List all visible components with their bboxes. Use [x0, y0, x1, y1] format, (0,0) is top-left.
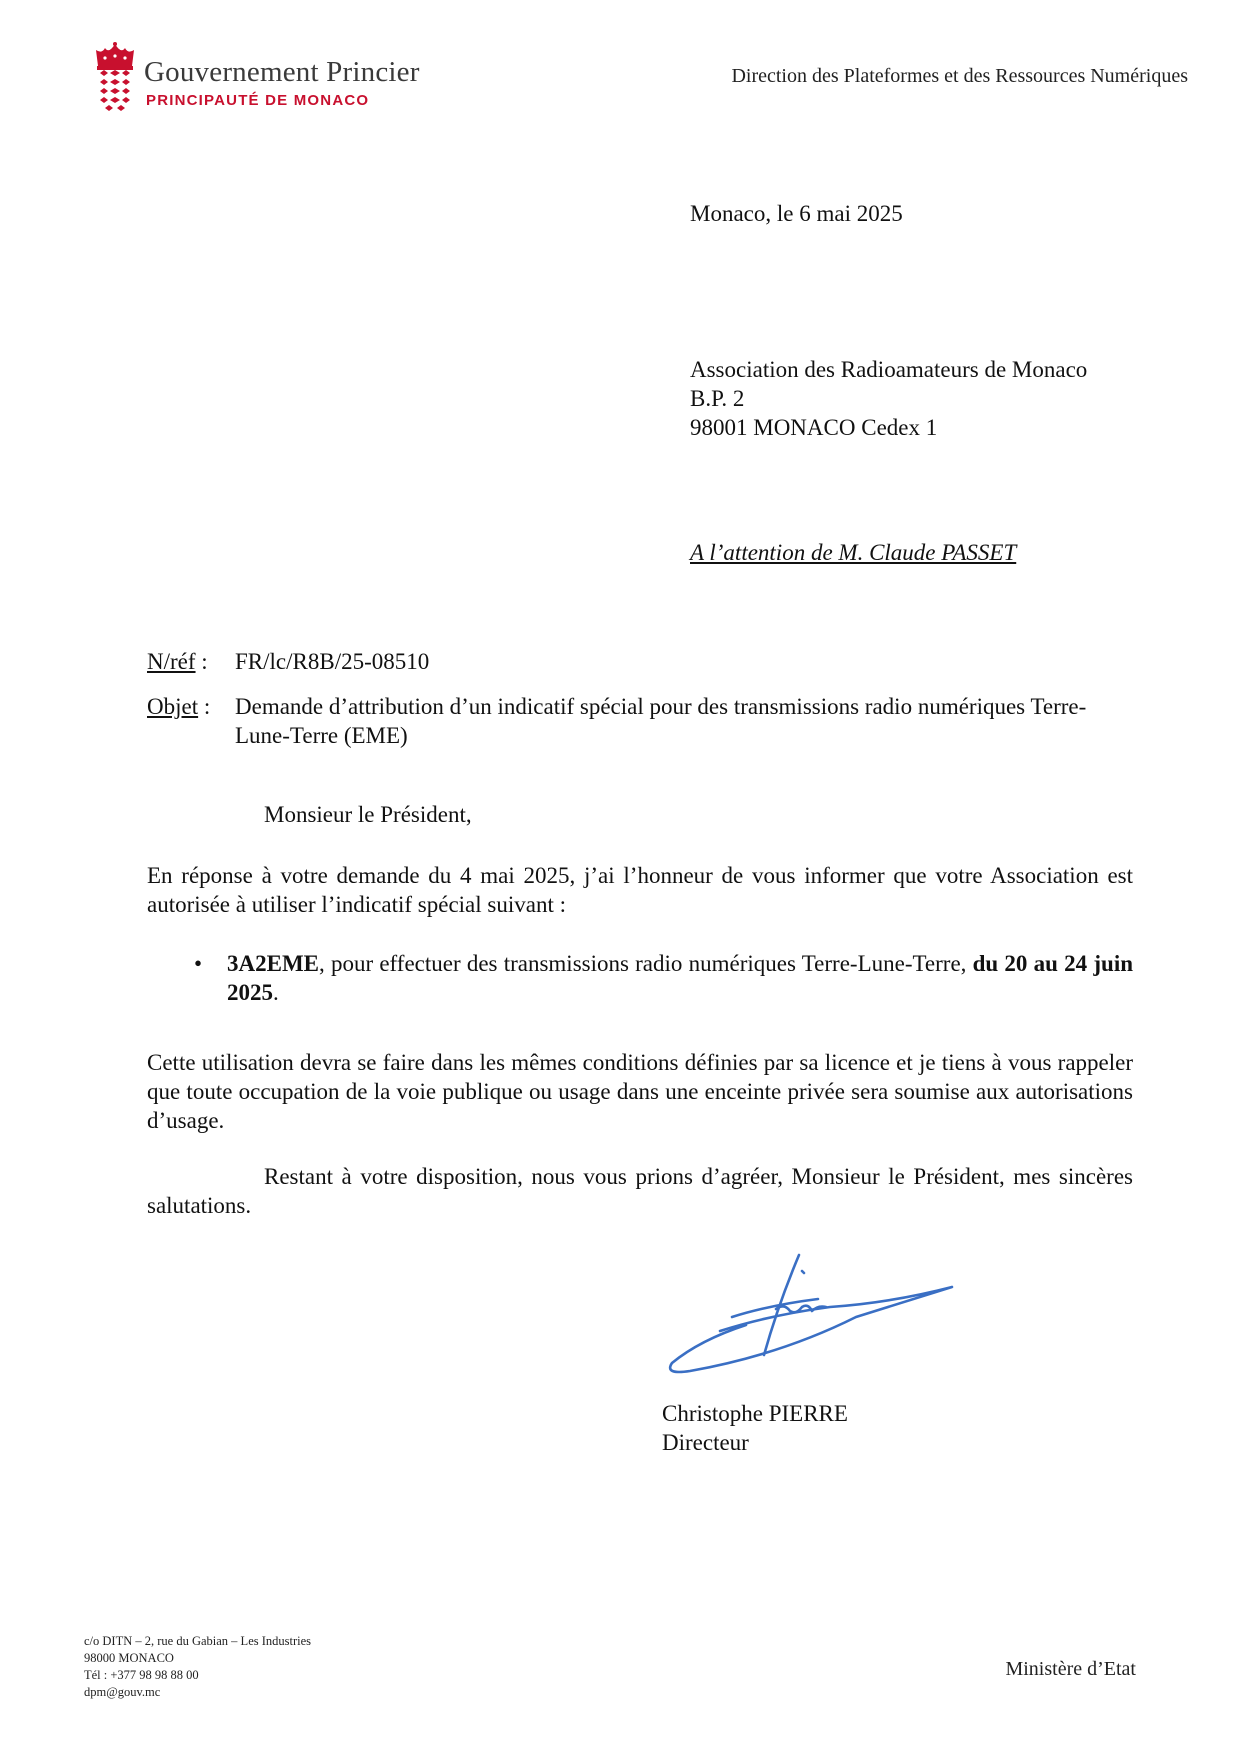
footer-email: dpm@gouv.mc: [84, 1685, 161, 1699]
reference-row: [147, 647, 429, 676]
signer-title: Directeur: [662, 1430, 749, 1455]
subject-value: Demande d’attribution d’un indicatif spécial pour des transmissions radio numériques Terre-Lune-Terre (EME): [235, 694, 1087, 748]
attention-line: A l’attention de M. Claude PASSET: [690, 540, 1017, 565]
signer-name: Christophe PIERRE: [662, 1401, 848, 1426]
footer-ministry: Ministère d’Etat: [1005, 1658, 1136, 1680]
subject-label: Objet :: [147, 694, 211, 719]
bullet-text: [227, 949, 1133, 1007]
footer-address-line-1: c/o DITN – 2, rue du Gabian – Les Industries: [84, 1634, 312, 1648]
body-paragraph-1: En réponse à votre demande du 4 mai 2025, j’ai l’honneur de vous informer que votre Association est autorisée à utiliser l’indicatif spécial suivant :: [147, 863, 1133, 917]
bullet-end: .: [273, 980, 279, 1005]
logo-title: Gouvernement Princier: [144, 56, 420, 88]
logo-subtitle: PRINCIPAUTÉ DE MONACO: [146, 92, 370, 109]
handwritten-signature: [660, 1245, 960, 1380]
bullet-icon: •: [194, 951, 203, 976]
footer-contact: [84, 1633, 311, 1701]
government-logo: [92, 42, 492, 114]
reference-value: FR/lc/R8B/25-08510: [235, 649, 430, 674]
recipient-line-3: 98001 MONACO Cedex 1: [690, 415, 938, 440]
recipient-address: [690, 355, 1087, 442]
signer-block: [662, 1399, 848, 1457]
bullet-body: , pour effectuer des transmissions radio numériques Terre-Lune-Terre,: [319, 951, 973, 976]
callsign-bullet: [147, 949, 1133, 1007]
footer-address-line-2: 98000 MONACO: [84, 1651, 174, 1665]
salutation: Monsieur le Président,: [264, 802, 472, 827]
letter-date: Monaco, le 6 mai 2025: [690, 201, 903, 226]
reference-label: N/réf :: [147, 649, 208, 674]
recipient-line-1: Association des Radioamateurs de Monaco: [690, 357, 1088, 382]
subject-row: [147, 692, 1107, 750]
closing-paragraph: Restant à votre disposition, nous vous prions d’agréer, Monsieur le Président, mes sincères salutations.: [147, 1164, 1133, 1218]
recipient-line-2: B.P. 2: [690, 386, 745, 411]
direction-name: Direction des Plateformes et des Ressources Numériques: [731, 65, 1188, 87]
body-paragraph-2: Cette utilisation devra se faire dans les mêmes conditions définies par sa licence et je tiens à vous rappeler que toute occupation de la voie publique ou usage dans une enceinte privée sera soumise aux autorisations d’usage.: [147, 1050, 1133, 1133]
bullet-dates: du 20 au 24 juin 2025: [227, 951, 1134, 1005]
footer-phone: Tél : +377 98 98 88 00: [84, 1668, 199, 1682]
crown-emblem-icon: [92, 42, 138, 114]
callsign: 3A2EME: [227, 951, 319, 976]
